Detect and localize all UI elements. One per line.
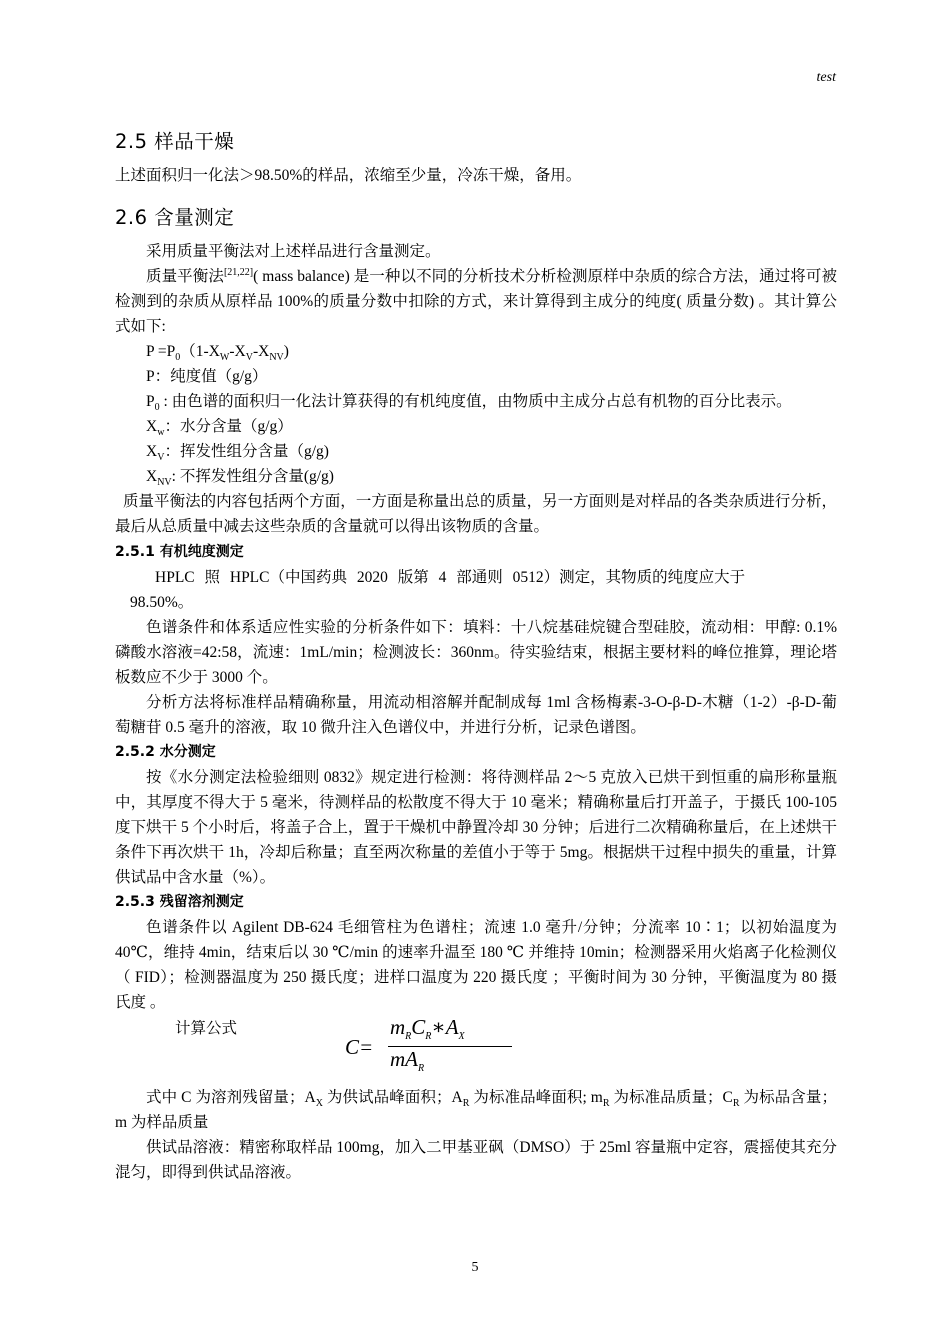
- page-header: test: [816, 70, 836, 85]
- definition-xw: $X_w$：水分含量（g/g）: [146, 418, 293, 439]
- paragraph-test-solution: 供试品溶液：精密称取样品 100mg，加入二甲基亚砜（DMSO）于 25ml 容量瓶中定容，震摇使其充分混匀，即得到供试品溶液。: [115, 1139, 837, 1181]
- definition-xv: $X_V$：挥发性组分含量（g/g): [146, 443, 329, 464]
- paragraph-chromatography-conditions: 色谱条件和体系适应性实验的分析条件如下：填料：十八烷基硅烷键合型硅胶，流动相：甲醇: 0.1%磷酸水溶液=42:58，流速：1mL/min；检测波长：360nm。待实验结束，根据主要材料的峰位推算，理论塔板数应不少于 3000 个。: [115, 619, 837, 686]
- definition-xnv: $X_{NV}$: 不挥发性组分含量(g/g): [146, 468, 334, 489]
- paragraph-analysis-method: 分析方法将标准样品精确称量，用流动相溶解并配制成每 1ml 含杨梅素-3-O-β-D-木糖（1-2）-β-D-葡萄糖苷 0.5 毫升的溶液，取 10 微升注入色谱仪中，并进行分析，记录色谱图。: [115, 694, 837, 736]
- purity-formula: $P =P_0(1-X_W-X_V-X_{NV})$: [146, 343, 289, 364]
- section-heading-2-6: 2.6 含量测定: [115, 206, 235, 229]
- section-heading-2-5-3: 2.5.3 残留溶剂测定: [115, 894, 244, 910]
- paragraph-2-5: 上述面积归一化法＞98.50%的样品，浓缩至少量，冷冻干燥，备用。: [115, 167, 582, 184]
- paragraph-water-determination: 按《水分测定法检验细则 0832》规定进行检测：将待测样品 2～5 克放入已烘干到恒重的扁形称量瓶中，其厚度不得大于 5 毫米，待测样品的松散度不得大于 10 毫米；精确称量后打开盖子，于摄氏 100-105 度下烘干 5 个小时后，将盖子合上，置于干燥机中静置冷却 30 分钟；后进行二次精确称量后，在上述烘干条件下再次烘干 1h，冷却后称量；直至两次称量的差值小于等于 5mg。根据烘干过程中损失的重量，计算供试品中含水量（%）。: [115, 769, 837, 886]
- calc-formula-label: 计算公式: [175, 1020, 238, 1037]
- paragraph-2-6-intro: 采用质量平衡法对上述样品进行含量测定。: [146, 243, 441, 260]
- citation: [21,22]: [223, 266, 254, 278]
- section-heading-2-5-2: 2.5.2 水分测定: [115, 744, 216, 760]
- paragraph-formula-legend: 式中 C 为溶剂残留量；$A_X$ 为供试品峰面积；$A_R$ 为标准品峰面积; $m_R$ 为标准品质量；$C_R$ 为标品含量；m 为样品质量: [115, 1089, 837, 1131]
- definition-p: P：纯度值（g/g）: [146, 368, 268, 385]
- section-heading-2-5-1: 2.5.1 有机纯度测定: [115, 544, 244, 560]
- paragraph-hplc-line1: HPLC 照 HPLC（中国药典 2020 版第 4 部通则 0512）测定，其物质的纯度应大于: [155, 569, 746, 586]
- page-number: 5: [471, 1260, 479, 1275]
- paragraph-residual-solvent: 色谱条件以 Agilent DB-624 毛细管柱为色谱柱；流速 1.0 毫升/分钟；分流率 10∶1；以初始温度为 40℃，维持 4min，结束后以 30 ℃/min 的速率升温至 180 ℃ 并维持 10min；检测器采用火焰离子化检测仪（ FID）；检测器温度为 250 摄氏度；进样口温度为 220 摄氏度 ；平衡时间为 30 分钟，平衡温度为 80 摄氏度 。: [115, 919, 837, 1011]
- definition-p0: $P_0$ : 由色谱的面积归一化法计算获得的有机纯度值，由物质中主成分占总有机物的百分比表示。: [146, 393, 792, 414]
- paragraph-mass-balance: 质量平衡法[21,22]( mass balance) 是一种以不同的分析技术分析检测原样中杂质的综合方法，通过将可被检测到的杂质从原样品 100%的质量分数中扣除的方式，来计算得到主成分的纯度( 质量分数) 。其计算公式如下:: [115, 266, 837, 335]
- section-heading-2-5: 2.5 样品干燥: [115, 130, 235, 153]
- paragraph-mass-balance-content: 质量平衡法的内容包括两个方面，一方面是称量出总的质量，另一方面则是对样品的各类杂质进行分析，最后从总质量中减去这些杂质的含量就可以得出该物质的含量。: [115, 493, 837, 535]
- document-page: test 2.5 样品干燥 上述面积归一化法＞98.50%的样品，浓缩至少量，冷冻干燥，备用。 2.6 含量测定 采用质量平衡法对上述样品进行含量测定。 质量平衡法[21,22]( mass balance) 是一种以不同的分析技术分析检测原样中杂质的综合方法，通过将可被检测到的杂质从原样品 100%的质量分数中扣除的方式，来计算得到主成分的纯度( 质量分数) 。其计算公式如下: $P =P_0(1-X_W-X_V-X_{NV})$ P：纯度值（g/g） $P_0$ : 由色谱的面积归一化法计算获得的有机纯度值，由物质中主成分占总有机物的百分比表示。 $X_w$：水分含量（g/g） $X_V$：挥发性组分含量（g/g) $X_{NV}$: 不挥发性组分含量(g/g) 质量平衡法的内容包括两个方面，一方面是称量出总的质量，另一方面则是对样品的各类杂质进行分析，最后从总质量中减去这些杂质的含量就可以得出该物质的含量。 2.5.1 有机纯度测定 HPLC 照 HPLC（中国药典 2020 版第 4 部通则 0512）测定，其物质的纯度应大于 98.50%。 色谱条件和体系适应性实验的分析条件如下：填料：十八烷基硅烷键合型硅胶，流动相：甲醇: 0.1%磷酸水溶液=42:58，流速：1mL/min；检测波长：360nm。待实验结束，根据主要材料的峰位推算，理论塔板数应不少于 3000 个。 分析方法将标准样品精确称量，用流动相溶解并配制成每 1ml 含杨梅素-3-O-β-D-木糖（1-2）-β-D-葡萄糖苷 0.5 毫升的溶液，取 10 微升注入色谱仪中，并进行分析，记录色谱图。 2.5.2 水分测定 按《水分测定法检验细则 0832》规定进行检测：将待测样品 2～5 克放入已烘干到恒重的扁形称量瓶中，其厚度不得大于 5 毫米，待测样品的松散度不得大于 10 毫米；精确称量后打开盖子，于摄氏 100-105 度下烘干 5 个小时后，将盖子合上，置于干燥机中静置冷却 30 分钟；后进行二次精确称量后，在上述烘干条件下再次烘干 1h，冷却后称量；直至两次称量的差值小于等于 5mg。根据烘干过程中损失的重量，计算供试品中含水量（%）。 2.5.3 残留溶剂测定 色谱条件以 Agilent DB-624 毛细管柱为色谱柱；流速 1.0 毫升/分钟；分流率 10∶1；以初始温度为 40℃，维持 4min，结束后以 30 ℃/min 的速率升温至 180 ℃ 并维持 10min；检测器采用火焰离子化检测仪（ FID）；检测器温度为 250 摄氏度；进样口温度为 220 摄氏度 ；平衡时间为 30 分钟，平衡温度为 80 摄氏度 。 计算公式 C= $m_RC_R∗A_X$ $mA_R$ 式中 C 为溶剂残留量；$A_X$ 为供试品峰面积；$A_R$ 为标准品峰面积; $m_R$ 为标准品质量；$C_R$ 为标品含量；m 为样品质量 供试品溶液：精密称取样品 100mg，加入二甲基亚砜（DMSO）于 25ml 容量瓶中定容，震摇使其充分混匀，即得到供试品溶液。 5: [0, 0, 950, 1344]
- paragraph-hplc-line2: 98.50%。: [130, 594, 194, 611]
